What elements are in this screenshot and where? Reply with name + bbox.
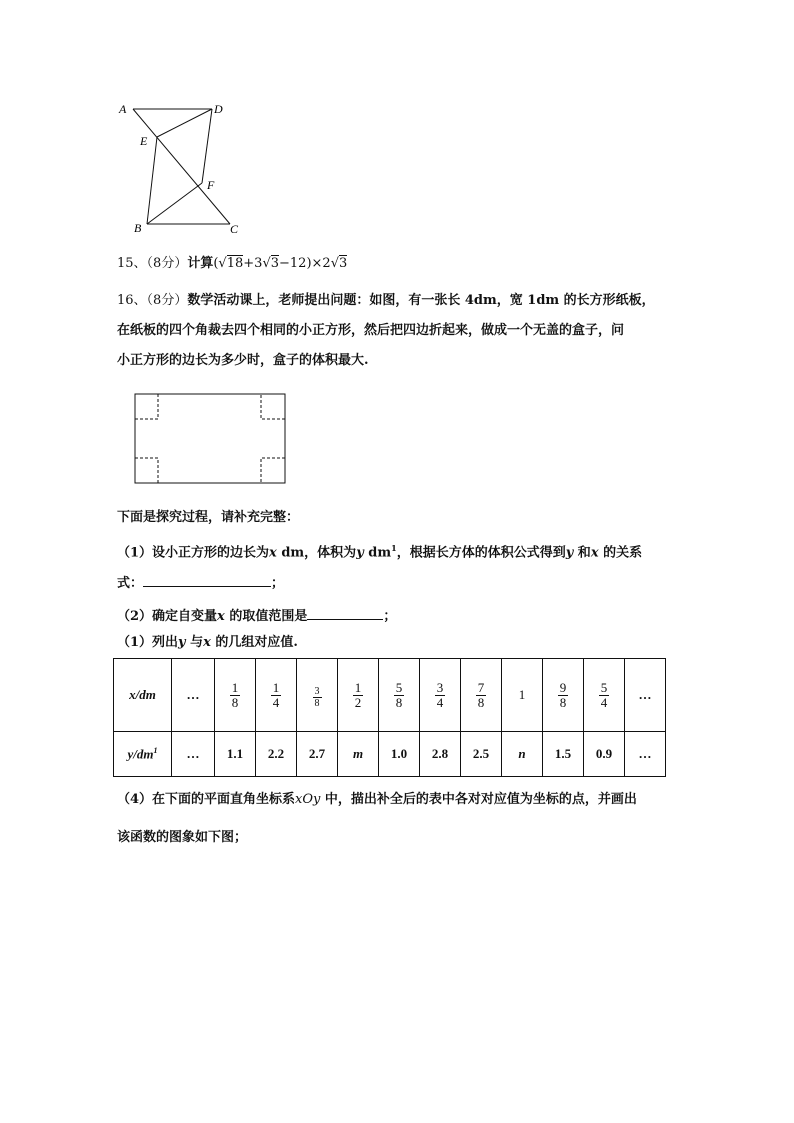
sqrt-3-b: √3 xyxy=(330,256,348,271)
step1-text-h: ； xyxy=(271,576,285,591)
y-value-3: 2.7 xyxy=(297,732,338,777)
step3-text-b: 与 xyxy=(185,635,204,650)
step4-text-b: 中，描出补全后的表中各对对应值为坐标的点，并画出 xyxy=(320,792,637,807)
q16-number: 16、（8分） xyxy=(117,293,188,308)
step-2 xyxy=(117,606,396,625)
step1-text-f: 的关系 xyxy=(598,545,643,561)
segment-ED xyxy=(157,109,212,137)
y-value-m: m xyxy=(338,732,379,777)
step1-sup: 1 xyxy=(391,543,397,553)
y-value-n: n xyxy=(502,732,543,777)
y-value-9: 1.5 xyxy=(543,732,584,777)
x-value-8: 1 xyxy=(502,659,543,732)
step2-text-c: ； xyxy=(383,609,397,624)
y-value-6: 2.8 xyxy=(420,732,461,777)
question-16-line2: 在纸板的四个角裁去四个相同的小正方形，然后把四边折起来，做成一个无盖的盒子，问 xyxy=(117,323,625,338)
segment-EB xyxy=(147,137,157,224)
step1-var-x2: x xyxy=(590,545,599,561)
x-ellipsis-right: … xyxy=(625,659,666,732)
table-row-x xyxy=(114,659,666,732)
q15-mid1: +3 xyxy=(243,256,263,271)
corner-cut-bottom-left xyxy=(135,458,158,483)
segment-BF xyxy=(147,183,202,224)
step1-text-e: 和 xyxy=(573,545,591,561)
x-value-1: $\frac{1}{8}$ xyxy=(215,659,256,732)
step2-text-b: 的取值范围是 xyxy=(224,609,308,624)
y-value-2: 2.2 xyxy=(256,732,297,777)
relation-answer-blank[interactable] xyxy=(143,573,271,587)
step1-text-g: 式： xyxy=(117,576,144,591)
label-A: A xyxy=(119,102,127,116)
geometry-figure xyxy=(110,95,260,240)
segment-DF xyxy=(202,109,212,183)
x-value-2: $\frac{1}{4}$ xyxy=(256,659,297,732)
step-3 xyxy=(117,635,298,651)
x-value-9: $\frac{9}{8}$ xyxy=(543,659,584,732)
step4-text-a: （4）在下面的平面直角坐标系 xyxy=(117,792,296,807)
step1-text-c: dm xyxy=(363,545,392,561)
header-x: x/dm xyxy=(114,659,172,732)
label-F: F xyxy=(207,178,215,192)
label-C: C xyxy=(230,222,239,236)
y-value-10: 0.9 xyxy=(584,732,625,777)
q15-number: 15、（8分） xyxy=(117,256,188,271)
x-value-6: $\frac{3}{4}$ xyxy=(420,659,461,732)
label-E: E xyxy=(140,134,148,148)
sqrt-18: √18 xyxy=(218,256,244,271)
step3-var-y: y xyxy=(178,635,186,650)
step1-var-x: x xyxy=(269,545,277,561)
step1-var-y2: y xyxy=(565,545,574,561)
x-value-5: $\frac{5}{8}$ xyxy=(379,659,420,732)
table-row-y xyxy=(114,732,666,777)
step3-text-c: 的几组对应值. xyxy=(210,635,298,650)
x-value-7: $\frac{7}{8}$ xyxy=(461,659,502,732)
step3-text-a: （1）列出 xyxy=(117,635,179,650)
step2-text-a: （2）确定自变量 xyxy=(117,609,218,624)
q16-line1: 数学活动课上，老师提出问题：如图，有一张长 4dm，宽 1dm 的长方形纸板， xyxy=(187,293,655,308)
domain-answer-blank[interactable] xyxy=(307,606,383,620)
segment-AC xyxy=(133,109,230,224)
y-ellipsis-left: … xyxy=(172,732,215,777)
corner-cut-bottom-right xyxy=(261,458,285,483)
step1-var-y: y xyxy=(356,545,364,561)
step2-var-x: x xyxy=(217,609,225,624)
x-ellipsis-left: … xyxy=(172,659,215,732)
step1-text-d: ，根据长方体的体积公式得到 xyxy=(396,545,566,561)
step4-coordinate-system: xOy xyxy=(295,792,321,807)
y-value-5: 1.0 xyxy=(379,732,420,777)
cardboard-figure xyxy=(130,390,292,488)
header-y: $y/dm^1$ xyxy=(114,732,172,777)
q15-open: ( xyxy=(213,256,219,271)
x-value-4: $\frac{1}{2}$ xyxy=(338,659,379,732)
corner-cut-top-right xyxy=(261,394,285,419)
xy-value-table xyxy=(113,658,666,777)
step-1-line2 xyxy=(117,573,284,592)
y-ellipsis-right: … xyxy=(625,732,666,777)
y-value-7: 2.5 xyxy=(461,732,502,777)
q15-mid2: −12)×2 xyxy=(279,256,331,271)
question-16-line3: 小正方形的边长为多少时，盒子的体积最大. xyxy=(117,353,369,368)
step1-text-b: dm，体积为 xyxy=(276,545,357,561)
step-1-line1 xyxy=(117,540,642,561)
x-value-10: $\frac{5}{4}$ xyxy=(584,659,625,732)
x-value-3: $\frac{3}{8}$ xyxy=(297,659,338,732)
y-value-1: 1.1 xyxy=(215,732,256,777)
step-4-line1 xyxy=(117,792,637,808)
question-15 xyxy=(117,256,347,272)
sqrt-3-a: √3 xyxy=(262,256,280,271)
corner-cut-top-left xyxy=(135,394,158,419)
step1-text-a: （1）设小正方形的边长为 xyxy=(117,545,270,561)
cardboard-outline xyxy=(135,394,285,483)
step-4-line2: 该函数的图象如下图； xyxy=(117,830,248,845)
label-D: D xyxy=(214,102,223,116)
q15-lead: 计算 xyxy=(187,256,214,271)
label-B: B xyxy=(134,221,142,235)
exploration-intro: 下面是探究过程，请补充完整： xyxy=(117,510,300,525)
step3-var-x: x xyxy=(203,635,211,650)
question-16-line1 xyxy=(117,293,655,309)
